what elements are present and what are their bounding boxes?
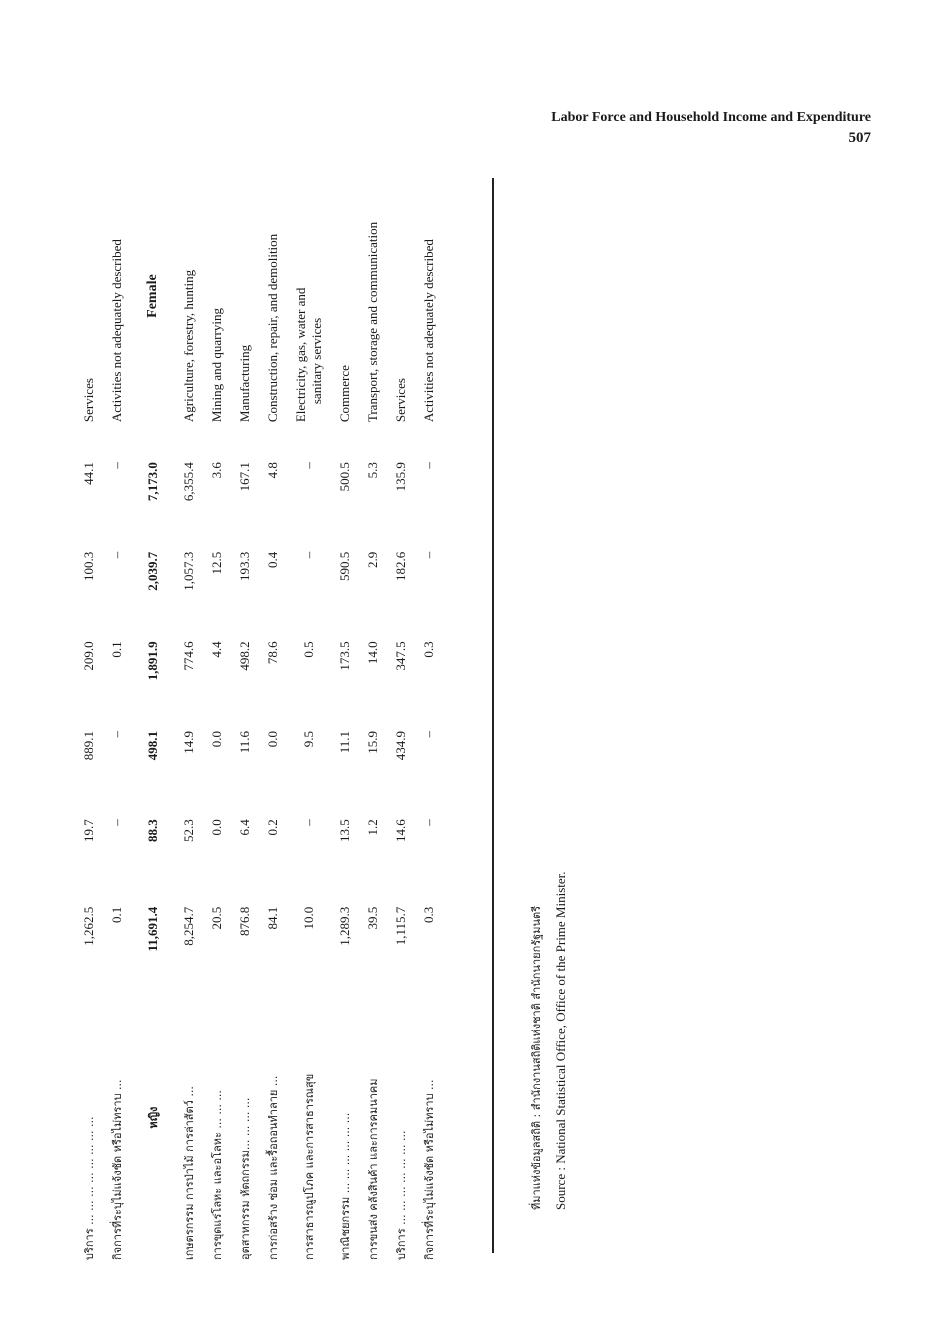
cell-value: – bbox=[109, 462, 124, 469]
cell-value: 0.5 bbox=[301, 641, 316, 658]
cell-value: 1,262.5 bbox=[81, 906, 96, 946]
row-label-thai: บริการ ... ... ... ... ... ... ... bbox=[395, 1130, 408, 1260]
cell-value: 1,289.3 bbox=[337, 906, 352, 946]
cell-value: 0.3 bbox=[421, 906, 436, 923]
table-row bbox=[75, 170, 103, 1260]
cell-value: 6.4 bbox=[237, 819, 252, 836]
cell-value: 44.1 bbox=[81, 462, 96, 485]
cell-value: 0.0 bbox=[209, 730, 224, 748]
source-note-thai: ที่มาแห่งข้อมูลสถิติ : สำนักงานสถิติแห่งชาติ สำนักนายกรัฐมนตรี bbox=[530, 905, 543, 1210]
row-label-english: Manufacturing bbox=[237, 344, 252, 423]
cell-value: 498.1 bbox=[145, 730, 160, 761]
row-label-thai: การสาธารณูปโภค และการสาธารณสุข bbox=[303, 1073, 316, 1260]
row-label-english: Services bbox=[393, 378, 408, 423]
cell-value: – bbox=[109, 730, 124, 738]
cell-value: 6,355.4 bbox=[181, 462, 196, 502]
cell-value: 135.9 bbox=[393, 462, 408, 492]
section-label-english: Female bbox=[145, 274, 160, 318]
cell-value: 14.6 bbox=[393, 819, 408, 843]
source-footnote bbox=[525, 450, 573, 1210]
cell-value: 1.2 bbox=[365, 819, 380, 836]
table-row bbox=[231, 170, 259, 1260]
cell-value: 12.5 bbox=[209, 551, 224, 575]
cell-value: 2,039.7 bbox=[145, 551, 160, 591]
cell-value: 193.3 bbox=[237, 551, 252, 581]
row-label-thai: การขุดแร่โลหะ และอโลหะ ... ... ... bbox=[211, 1090, 224, 1260]
cell-value: 774.6 bbox=[181, 641, 196, 671]
cell-value: 20.5 bbox=[209, 906, 224, 930]
cell-value: – bbox=[109, 551, 124, 559]
cell-value: 4.4 bbox=[209, 641, 224, 658]
table-row bbox=[415, 170, 443, 1260]
cell-value: 498.2 bbox=[237, 641, 252, 671]
cell-value: 11.6 bbox=[237, 730, 252, 754]
cell-value: 39.5 bbox=[365, 906, 380, 930]
cell-value: 19.7 bbox=[81, 819, 96, 843]
table-bottom-rule bbox=[492, 178, 494, 1253]
cell-value: 13.5 bbox=[337, 819, 352, 843]
row-label-thai: การขนส่ง คลังสินค้า และการคมนาคม bbox=[367, 1078, 380, 1260]
cell-value: 2.9 bbox=[365, 551, 380, 568]
cell-value: 0.0 bbox=[265, 730, 280, 748]
cell-value: 0.0 bbox=[209, 819, 224, 836]
cell-value: 5.3 bbox=[365, 462, 380, 479]
cell-value: 52.3 bbox=[181, 819, 196, 843]
running-title: Labor Force and Household Income and Expenditure bbox=[551, 110, 871, 125]
cell-value: 14.0 bbox=[365, 641, 380, 665]
cell-value: 0.2 bbox=[265, 819, 280, 836]
cell-value: 500.5 bbox=[337, 462, 352, 492]
cell-value: 0.1 bbox=[109, 641, 124, 658]
cell-value: 11,691.4 bbox=[145, 906, 160, 952]
cell-value: 0.3 bbox=[421, 641, 436, 658]
table-row bbox=[175, 170, 203, 1260]
cell-value: 876.8 bbox=[237, 906, 252, 936]
row-label-english: Agriculture, forestry, hunting bbox=[181, 269, 196, 423]
cell-value: 1,115.7 bbox=[393, 906, 408, 946]
row-label-english: Activities not adequately described bbox=[109, 239, 124, 423]
cell-value: 1,057.3 bbox=[181, 551, 196, 591]
page-number: 507 bbox=[848, 130, 871, 146]
cell-value: 78.6 bbox=[265, 641, 280, 665]
table-row bbox=[359, 170, 387, 1260]
cell-value: 1,891.9 bbox=[145, 641, 160, 681]
row-label-thai: กิจการที่ระบุไม่แจ้งชัด หรือไม่ทราบ ... bbox=[423, 1079, 436, 1260]
row-label-thai: การก่อสร้าง ซ่อม และรื้อถอนทำลาย ... bbox=[267, 1075, 280, 1260]
cell-value: 9.5 bbox=[301, 730, 316, 748]
section-row-female bbox=[131, 170, 175, 1260]
row-label-english-line2: sanitary services bbox=[309, 317, 324, 405]
row-label-thai: อุตสาหกรรม หัตถกรรม... ... ... ... bbox=[239, 1097, 252, 1260]
cell-value: 209.0 bbox=[81, 641, 96, 671]
cell-value: 0.4 bbox=[265, 551, 280, 568]
cell-value: – bbox=[421, 819, 436, 826]
source-note-english: Source : National Statistical Office, Office of the Prime Minister. bbox=[553, 871, 568, 1210]
cell-value: 434.9 bbox=[393, 730, 408, 761]
cell-value: – bbox=[301, 819, 316, 826]
row-label-thai: กิจการที่ระบุไม่แจ้งชัด หรือไม่ทราบ ... bbox=[111, 1079, 124, 1260]
page-header bbox=[551, 110, 871, 147]
row-label-english: Commerce bbox=[337, 365, 352, 423]
row-label-english: Mining and quarrying bbox=[209, 308, 224, 423]
cell-value: 3.6 bbox=[209, 462, 224, 479]
section-label-thai: หญิง bbox=[147, 1106, 160, 1129]
cell-value: 11.1 bbox=[337, 730, 352, 754]
cell-value: 347.5 bbox=[393, 641, 408, 671]
cell-value: 182.6 bbox=[393, 551, 408, 581]
row-label-english: Construction, repair, and demolition bbox=[265, 233, 280, 423]
row-label-english: Services bbox=[81, 378, 96, 423]
table-row bbox=[331, 170, 359, 1260]
table-row bbox=[287, 170, 331, 1260]
row-label-english: Transport, storage and communication bbox=[365, 221, 380, 423]
table-row bbox=[203, 170, 231, 1260]
row-label-english: Activities not adequately described bbox=[421, 239, 436, 423]
data-table bbox=[75, 170, 443, 1260]
cell-value: 10.0 bbox=[301, 906, 316, 930]
row-label-english bbox=[287, 170, 331, 440]
row-label-thai: เกษตรกรรม การป่าไม้ การล่าสัตว์ ... bbox=[183, 1086, 196, 1260]
cell-value: 84.1 bbox=[265, 906, 280, 930]
cell-value: 15.9 bbox=[365, 730, 380, 754]
cell-value: 4.8 bbox=[265, 462, 280, 479]
cell-value: – bbox=[421, 462, 436, 469]
cell-value: 8,254.7 bbox=[181, 906, 196, 946]
table-row bbox=[103, 170, 131, 1260]
row-label-thai: บริการ ... ... ... ... ... ... ... ... bbox=[83, 1116, 96, 1260]
cell-value: 173.5 bbox=[337, 641, 352, 671]
table-row bbox=[259, 170, 287, 1260]
cell-value: – bbox=[301, 551, 316, 559]
table-row bbox=[387, 170, 415, 1260]
cell-value: 88.3 bbox=[145, 819, 160, 843]
cell-value: 889.1 bbox=[81, 730, 96, 761]
cell-value: – bbox=[109, 819, 124, 826]
cell-value: 167.1 bbox=[237, 462, 252, 492]
row-label-thai: พาณิชยกรรม ... ... ... ... ... ... bbox=[339, 1112, 352, 1260]
rotated-table-block bbox=[75, 170, 555, 1260]
row-label-english-line1: Electricity, gas, water and bbox=[293, 287, 308, 423]
cell-value: 0.1 bbox=[109, 906, 124, 923]
cell-value: 590.5 bbox=[337, 551, 352, 581]
cell-value: – bbox=[421, 551, 436, 559]
cell-value: 100.3 bbox=[81, 551, 96, 581]
cell-value: 7,173.0 bbox=[145, 462, 160, 502]
cell-value: 14.9 bbox=[181, 730, 196, 754]
cell-value: – bbox=[301, 462, 316, 469]
cell-value: – bbox=[421, 730, 436, 738]
